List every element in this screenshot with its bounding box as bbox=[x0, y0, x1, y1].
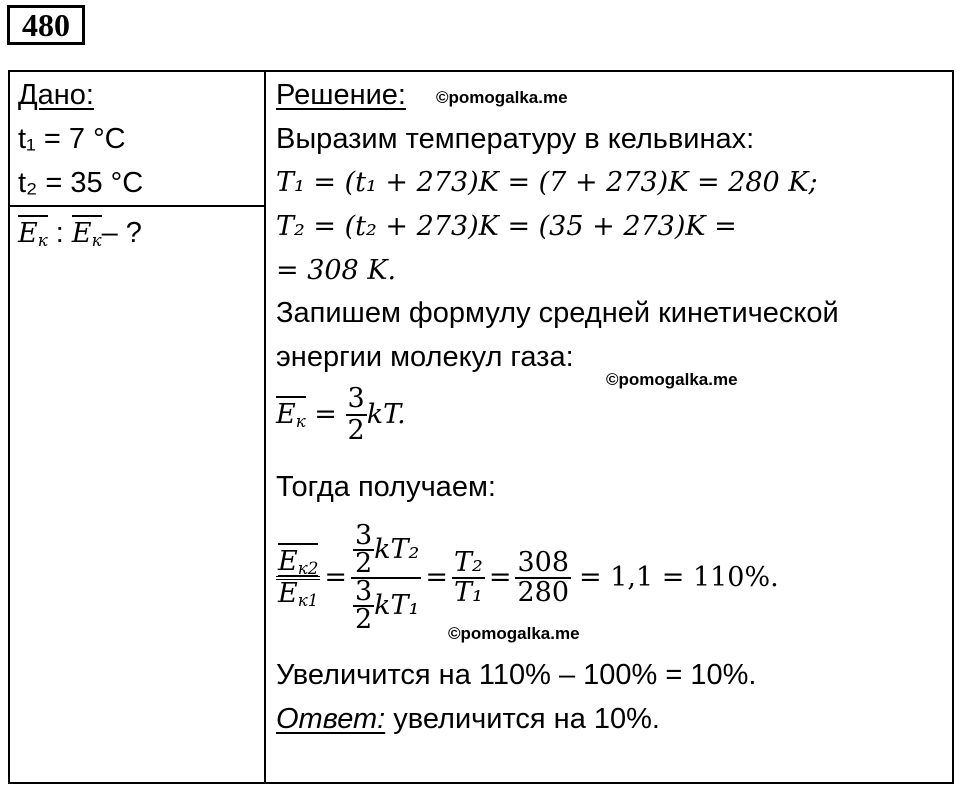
column-divider bbox=[264, 70, 266, 784]
ratio-result: = 1,1 = 110%. bbox=[579, 562, 779, 593]
given-divider bbox=[8, 205, 265, 207]
watermark-bottom: ©pomogalka.me bbox=[448, 624, 580, 643]
given-t1: t₁ = 7 °C bbox=[18, 123, 126, 155]
find-separator: : bbox=[47, 217, 72, 249]
given-heading: Дано: bbox=[18, 79, 94, 111]
answer-text: увеличится на 10%. bbox=[385, 703, 660, 735]
watermark-middle: ©pomogalka.me bbox=[606, 370, 738, 389]
answer-label: Ответ: bbox=[276, 703, 386, 735]
ratio-eq-1: = bbox=[324, 562, 347, 593]
find-energy-b: $E_к$ bbox=[72, 215, 102, 249]
energy-formula bbox=[276, 384, 406, 446]
energy-ratio-fraction: $\frac{E_{к2}}{E_{к1}}$ bbox=[276, 548, 320, 608]
problem-number: 480 bbox=[7, 5, 85, 45]
kelvin-intro: Выразим температуру в кельвинах: bbox=[276, 123, 755, 155]
equation-t1: T₁ = (t₁ + 273)K = (7 + 273)K = 280 K; bbox=[276, 167, 818, 198]
ratio-eq-3: = bbox=[488, 562, 512, 593]
solution-heading: Решение: bbox=[276, 79, 406, 111]
given-t2: t₂ = 35 °C bbox=[18, 167, 144, 199]
find-energy-a: $E_к$ bbox=[18, 215, 48, 249]
increase-line: Увеличится на 110% – 100% = 10%. bbox=[276, 659, 757, 691]
ratio-eq-2: = bbox=[425, 562, 448, 593]
equals-sign: = bbox=[305, 399, 346, 430]
numeric-ratio-fraction: $\frac{308}{280}$ bbox=[517, 547, 570, 608]
equation-t2: T₂ = (t₂ + 273)K = (35 + 273)K = bbox=[276, 211, 737, 242]
then-line: Тогда получаем: bbox=[276, 471, 496, 503]
energy-rhs: kT. bbox=[366, 399, 406, 430]
energy-symbol: $E_к$ bbox=[276, 396, 306, 430]
equation-t2-result: = 308 K. bbox=[276, 255, 397, 286]
watermark-top: ©pomogalka.me bbox=[436, 88, 568, 107]
find-suffix: – ? bbox=[101, 217, 142, 249]
temperature-ratio-fraction: $\frac{\text{T₂}}{\text{T₁}}$ bbox=[454, 547, 483, 608]
answer-line bbox=[276, 702, 660, 736]
kinetic-ratio-fraction: $\frac{3}{2}$ kT₂ $\frac{3}{2}$ kT₁ bbox=[351, 523, 421, 633]
formula-intro-line-1: Запишем формулу средней кинетической bbox=[276, 297, 839, 329]
formula-intro-line-2: энергии молекул газа: bbox=[276, 341, 574, 373]
fraction-three-halves: $\frac{3}{2}$ bbox=[347, 383, 365, 446]
find-question bbox=[18, 216, 142, 251]
